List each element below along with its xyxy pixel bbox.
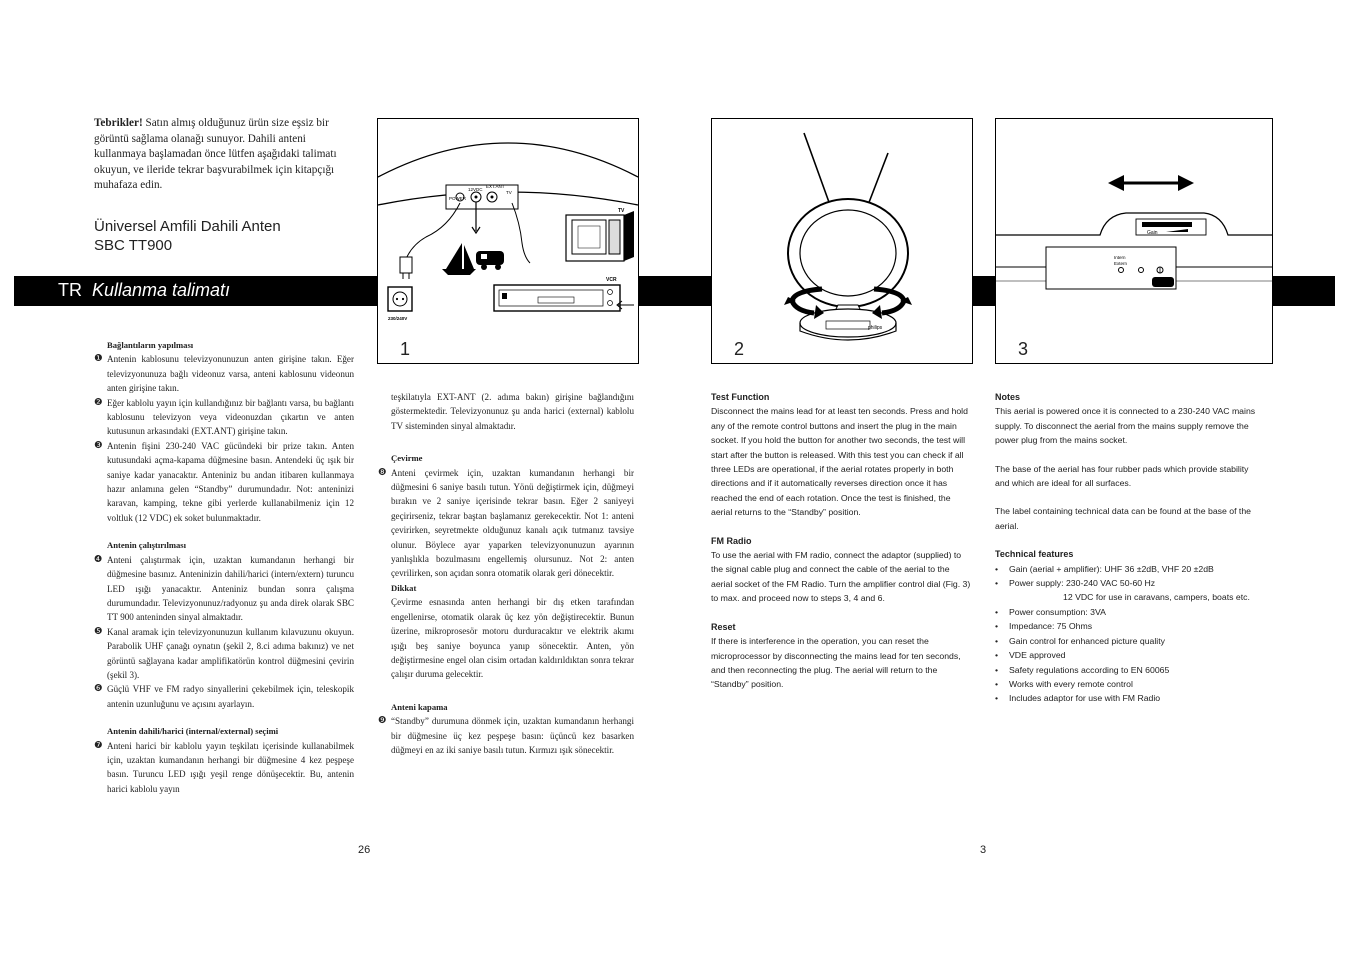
step-number: ❷ [94,396,103,408]
feature-item: • Works with every remote control [995,677,1257,691]
feature-item: • Power supply: 230-240 VAC 50-60 Hz [995,576,1257,590]
step-text: Anteni çalıştırmak için, uzaktan kumandanın herhangi bir düğmesine basınız. Anteninizin dahili/harici (intern/extern) turuncu LED ışığı yanacaktır. Anteniniz bundan sonra çalışma durumundadır. Televizyonunuz/radyonuz şu anda direk olarak SBC TT 900 anteninden sinyal almaktadır. [107,554,354,623]
list-item [94,739,354,797]
feature-item: • Safety regulations according to EN 60065 [995,663,1257,677]
product-line2: SBC TT900 [94,237,173,254]
list-item [378,466,634,581]
step-text: Anteni çevirmek için, uzaktan kumandanın herhangi bir düğmesini 6 saniye basılı tutun. Yönü değiştirmek için, düğmeyi bırakın ve 2 saniye içerisinde tekrar basın. Eğer 2 saniyeyi geçirirseniz, tekrar baştan başlamanız gerekecektir. Not 1: anteni çevirirken, seyretmekte olduğunuz kanalı açık tutmanız tavsiye olunur. Böylece ayar yaparken televizyonunuzun ayarının yanlışlıkla bozulmasını engellemiş olursunuz. Not 2: anten çevrilirken, son açıdan sonra otomatik olarak geri dönecektir. [391,467,634,579]
paragraph: The base of the aerial has four rubber pads which provide stability and which are ideal for all surfaces. [995,463,1249,489]
paragraph: This aerial is powered once it is connected to a 230-240 VAC mains supply. To disconnect the aerial from the mains supply remove the power plug from the mains socket. [995,406,1256,446]
aerial-rotation-diagram [712,119,972,363]
figure-number: 1 [400,339,411,359]
section-heading: Notes [995,392,1021,402]
connection-diagram [378,119,638,363]
step-text: Kanal aramak için televizyonunuzun kullanım kılavuzunu okuyun. Parabolik UHF çanağı oynatın (şekil 2, 8.ci adıma bakınız) ve net görüntü sağlayana kadar amplifikatörün kontrol düğmesini çevirin (şekil 3). [107,626,354,680]
tv-label: TV [618,208,625,214]
list-item [94,625,354,683]
v12-label: 12VDC [468,187,483,192]
paragraph: The label containing technical data can be found at the base of the aerial. [995,506,1251,531]
section-heading: FM Radio [711,535,752,546]
list-item [94,553,354,625]
section-heading: Dikkat [391,582,417,593]
paragraph: To use the aerial with FM radio, connect the adaptor (supplied) to the signal cable plug and connect the cable of the aerial to the aerial socket of the FM Radio. Turn the amplifier control dial (Fig. 3) to max. and proceed now to steps 3, 4 and 6. [711,550,971,604]
step-number: ❶ [94,353,103,365]
column-rotation [378,390,634,757]
step-text: “Standby” durumuna dönmek için, uzaktan kumandanın herhangi bir düğmesine üç kez peşpeşe basın: üçüncü kez basarken düğmeyi en az iki saniye basılı tutun. Kırmızı ışık sönecektir. [391,716,634,755]
page-number-right: 3 [980,844,987,856]
step-text: Anteni harici bir kablolu yayın teşkilatı içerisinde kullanabilmek için, uzaktan kumandanın herhangi bir düğmesine 4 kez peşpeşe basın. Turuncu LED ışığı yeşil renge dönüşecektir. Bu, antenin harici kablolu yayın [107,740,354,794]
intro-paragraph [94,116,356,194]
title-band-segment [638,276,711,306]
tv-socket-label: TV [506,190,512,195]
feature-item: • VDE approved [995,648,1257,662]
product-line1: Üniversel Amfili Dahili Anten [94,218,281,235]
product-title [94,217,356,255]
figure-number: 2 [734,339,745,359]
feature-item: • Includes adaptor for use with FM Radio [995,691,1257,705]
brand-label: philips [868,325,883,331]
intern-label: Intern [1114,255,1126,260]
section-title [58,279,230,301]
step-number: ❹ [94,553,103,565]
feature-item: • Gain control for enhanced picture quality [995,634,1257,648]
list-item [378,714,634,757]
power-label: POWER [449,196,467,201]
feature-item: • Gain (aerial + amplifier): UHF 36 ±2dB, VHF 20 ±2dB [995,562,1257,576]
section-heading: Technical features [995,549,1074,560]
extern-label: Extern [1114,261,1128,266]
features-list [995,562,1257,706]
column-connections [94,334,354,796]
gain-control-diagram [996,119,1272,363]
step-number: ❺ [94,625,103,637]
paragraph: Disconnect the mains lead for at least ten seconds. Press and hold any of the remote control buttons and insert the plug in the main socket. If you hold the button for another two seconds, the test will start after the button is released. With this test you can check if all three LEDs are operational, if the aerial rotates properly in both directions and if it automatically reverses direction once it has reached the end of each rotation. Once the test is finished, the aerial returns to the “Standby” position. [711,406,968,518]
step-text: Antenin kablosunu televizyonunuzun anten girişine takın. Eğer televizyonunuza bağlı videonuz varsa, anteni kablosunu videonun anten girişine takın. [107,354,354,394]
list-item [94,439,354,525]
section-heading: Bağlantıların yapılması [107,340,194,350]
section-heading: Test Function [711,392,770,402]
intro-text: Satın almış olduğunuz ürün size eşsiz bir görüntü sağlama olanağı sunuyor. Dahili anteni kullanmaya başlamadan önce lütfen aşağıdaki talimatı okuyun, ve ileride tekrar başvurabilmek için kitapçığı muhafaza edin. [94,117,337,192]
step-number: ❾ [378,715,387,727]
figure-number: 3 [1018,339,1029,359]
feature-item: • Impedance: 75 Ohms [995,619,1257,633]
feature-item: • Power consumption: 3VA [995,605,1257,619]
section-heading: Çevirme [391,453,423,464]
section-heading: Reset [711,621,736,632]
page-number-left: 26 [358,844,371,856]
warning-text: Çevirme esnasında anten herhangi bir dış etken tarafından engellenirse, otomatik olarak üç kez yön değiştirecektir. Bunun üzerine, mikroprosesör motoru durduracaktır ve elektrik akımı ışığı beş saniye boyunca yanıp sönecektir. Anten, yön değiştirmesine engel olan cisim ortadan kaldırıldıktan sonra tekrar çalışır duruma gelecektir. [391,597,634,680]
figure-1-connections [377,118,639,364]
language-code: TR [58,280,82,300]
step-text: Antenin fişini 230-240 VAC gücündeki bir prize takın. Anten kutusundaki açma-kapama düğmesine basın. Antendeki üç ışık bir saniye kadar yanacaktır. Anteniniz bu andan itibaren kullanmaya hazır anlamına gelen “Standby” durumundadır. Not: anteninizi karavan, kamping, tekne gibi yerlerde kullanabilmeniz için 12 voltluk (12 VDC) ek soket bulunmaktadır. [107,440,354,523]
mains-label: 230/240V [388,316,408,321]
step-number: ❼ [94,739,103,751]
column-notes [995,390,1257,706]
section-title-text: Kullanma talimatı [92,280,231,300]
list-item [94,396,354,439]
section-heading: Anteni kapama [391,701,448,712]
vcr-label: VCR [606,277,617,283]
intro-bold: Tebrikler! [94,117,143,129]
section-heading: Antenin dahili/harici (internal/external) seçimi [107,726,279,737]
step-text: Güçlü VHF ve FM radyo sinyallerini çekebilmek için, teleskopik antenin uzunluğunu ve açısını ayarlayın. [107,684,354,709]
feature-item-continued: 12 VDC for use in caravans, campers, boats etc. [1063,592,1250,603]
gain-label: Gain [1147,230,1158,236]
section-heading: Antenin çalıştırılması [107,540,187,551]
step-number: ❸ [94,439,103,451]
paragraph: If there is interference in the operation, you can reset the microprocessor by disconnecting the mains lead for ten seconds, and then reconnecting the plug. The aerial will return to the “Standby” position. [711,636,961,690]
step-text: Eğer kablolu yayın için kullandığınız bir bağlantı varsa, bu bağlantı kablosunu televizyon veya videonuzdan çıkartın ve anten kutusunun arkasındaki (EXT.ANT) girişine takın. [107,397,354,437]
figure-3-gain [995,118,1273,364]
column-test-function [711,390,973,692]
figure-2-rotation [711,118,973,364]
continued-text: teşkilatıyla EXT-ANT (2. adıma bakın) girişine bağlandığını göstermektedir. Televizyonunuz şu anda harici (external) kablolu TV sisteminden sinyal almaktadır. [391,392,634,431]
list-item [94,352,354,395]
title-band-segment [972,276,995,306]
step-number: ❻ [94,683,103,695]
list-item [94,682,354,711]
step-number: ❽ [378,466,387,478]
extant-label: EXT.ANT [486,184,505,189]
